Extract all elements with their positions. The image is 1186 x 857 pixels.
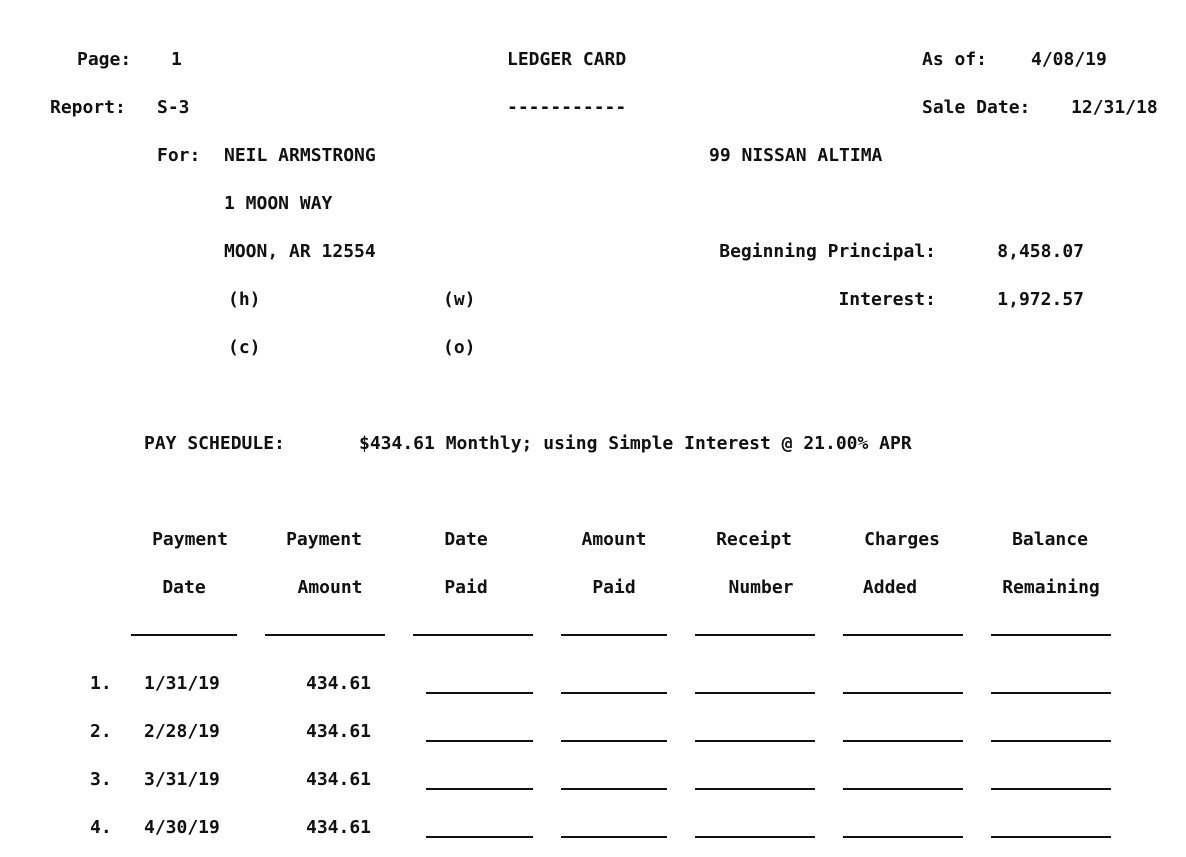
customer-name: NEIL ARMSTRONG: [224, 145, 376, 166]
separator-receipt-number: [695, 634, 815, 636]
row-payment-amount: 434.61: [306, 817, 372, 838]
for-label: For:: [157, 145, 201, 166]
blank-charges-added: [843, 692, 963, 694]
blank-receipt-number: [695, 692, 815, 694]
report-label: Report:: [50, 97, 126, 118]
header-charges-added-line1: Charges: [864, 529, 940, 550]
header-receipt-number-line1: Receipt: [716, 529, 792, 550]
blank-amount-paid: [561, 788, 667, 790]
interest-label: Interest:: [838, 289, 936, 310]
row-number: 2.: [90, 721, 112, 742]
blank-charges-added: [843, 836, 963, 838]
as-of-label: As of:: [922, 49, 988, 70]
blank-amount-paid: [561, 692, 667, 694]
address-line1: 1 MOON WAY: [224, 193, 333, 214]
phone-c-label: (c): [228, 337, 261, 358]
report-id: S-3: [157, 97, 190, 118]
pay-schedule-text: $434.61 Monthly; using Simple Interest @ 21.00% APR: [359, 433, 912, 454]
phone-h-label: (h): [228, 289, 261, 310]
header-balance-remaining-line2: Remaining: [1002, 577, 1100, 598]
pay-schedule-label: PAY SCHEDULE:: [144, 433, 285, 454]
separator-amount-paid: [561, 634, 667, 636]
header-date-paid-line1: Date: [444, 529, 488, 550]
blank-charges-added: [843, 788, 963, 790]
header-amount-paid-line1: Amount: [581, 529, 647, 550]
row-payment-date: 2/28/19: [144, 721, 220, 742]
phone-w-label: (w): [443, 289, 476, 310]
separator-payment-amount: [265, 634, 385, 636]
blank-receipt-number: [695, 836, 815, 838]
beginning-principal-value: 8,458.07: [997, 241, 1084, 262]
title-underline: -----------: [507, 97, 627, 118]
header-payment-amount-line2: Amount: [297, 577, 363, 598]
blank-balance-remaining: [991, 740, 1111, 742]
sale-date-label: Sale Date:: [922, 97, 1031, 118]
blank-date-paid: [426, 836, 533, 838]
header-receipt-number-line2: Number: [728, 577, 794, 598]
row-payment-date: 1/31/19: [144, 673, 220, 694]
row-payment-amount: 434.61: [306, 721, 372, 742]
blank-balance-remaining: [991, 836, 1111, 838]
blank-receipt-number: [695, 788, 815, 790]
separator-charges-added: [843, 634, 963, 636]
header-balance-remaining-line1: Balance: [1012, 529, 1088, 550]
header-charges-added-line2: Added: [862, 577, 918, 598]
vehicle-description: 99 NISSAN ALTIMA: [709, 145, 883, 166]
blank-balance-remaining: [991, 788, 1111, 790]
header-payment-date-line2: Date: [162, 577, 206, 598]
page-number: 1: [171, 49, 182, 70]
blank-balance-remaining: [991, 692, 1111, 694]
beginning-principal-label: Beginning Principal:: [719, 241, 936, 262]
separator-balance-remaining: [991, 634, 1111, 636]
row-number: 4.: [90, 817, 112, 838]
blank-date-paid: [426, 740, 533, 742]
separator-date-paid: [413, 634, 533, 636]
row-payment-date: 4/30/19: [144, 817, 220, 838]
row-payment-amount: 434.61: [306, 769, 372, 790]
address-line2: MOON, AR 12554: [224, 241, 376, 262]
interest-value: 1,972.57: [997, 289, 1084, 310]
header-payment-amount-line1: Payment: [286, 529, 362, 550]
header-payment-date-line1: Payment: [152, 529, 228, 550]
row-payment-date: 3/31/19: [144, 769, 220, 790]
page-label: Page:: [77, 49, 132, 70]
blank-receipt-number: [695, 740, 815, 742]
ledger-title: LEDGER CARD: [507, 49, 627, 70]
blank-date-paid: [426, 788, 533, 790]
blank-amount-paid: [561, 740, 667, 742]
row-number: 3.: [90, 769, 112, 790]
blank-amount-paid: [561, 836, 667, 838]
separator-payment-date: [131, 634, 237, 636]
row-payment-amount: 434.61: [306, 673, 372, 694]
as-of-date: 4/08/19: [1031, 49, 1107, 70]
row-number: 1.: [90, 673, 112, 694]
header-date-paid-line2: Paid: [444, 577, 488, 598]
sale-date: 12/31/18: [1071, 97, 1158, 118]
blank-date-paid: [426, 692, 533, 694]
blank-charges-added: [843, 740, 963, 742]
header-amount-paid-line2: Paid: [592, 577, 636, 598]
phone-o-label: (o): [443, 337, 476, 358]
